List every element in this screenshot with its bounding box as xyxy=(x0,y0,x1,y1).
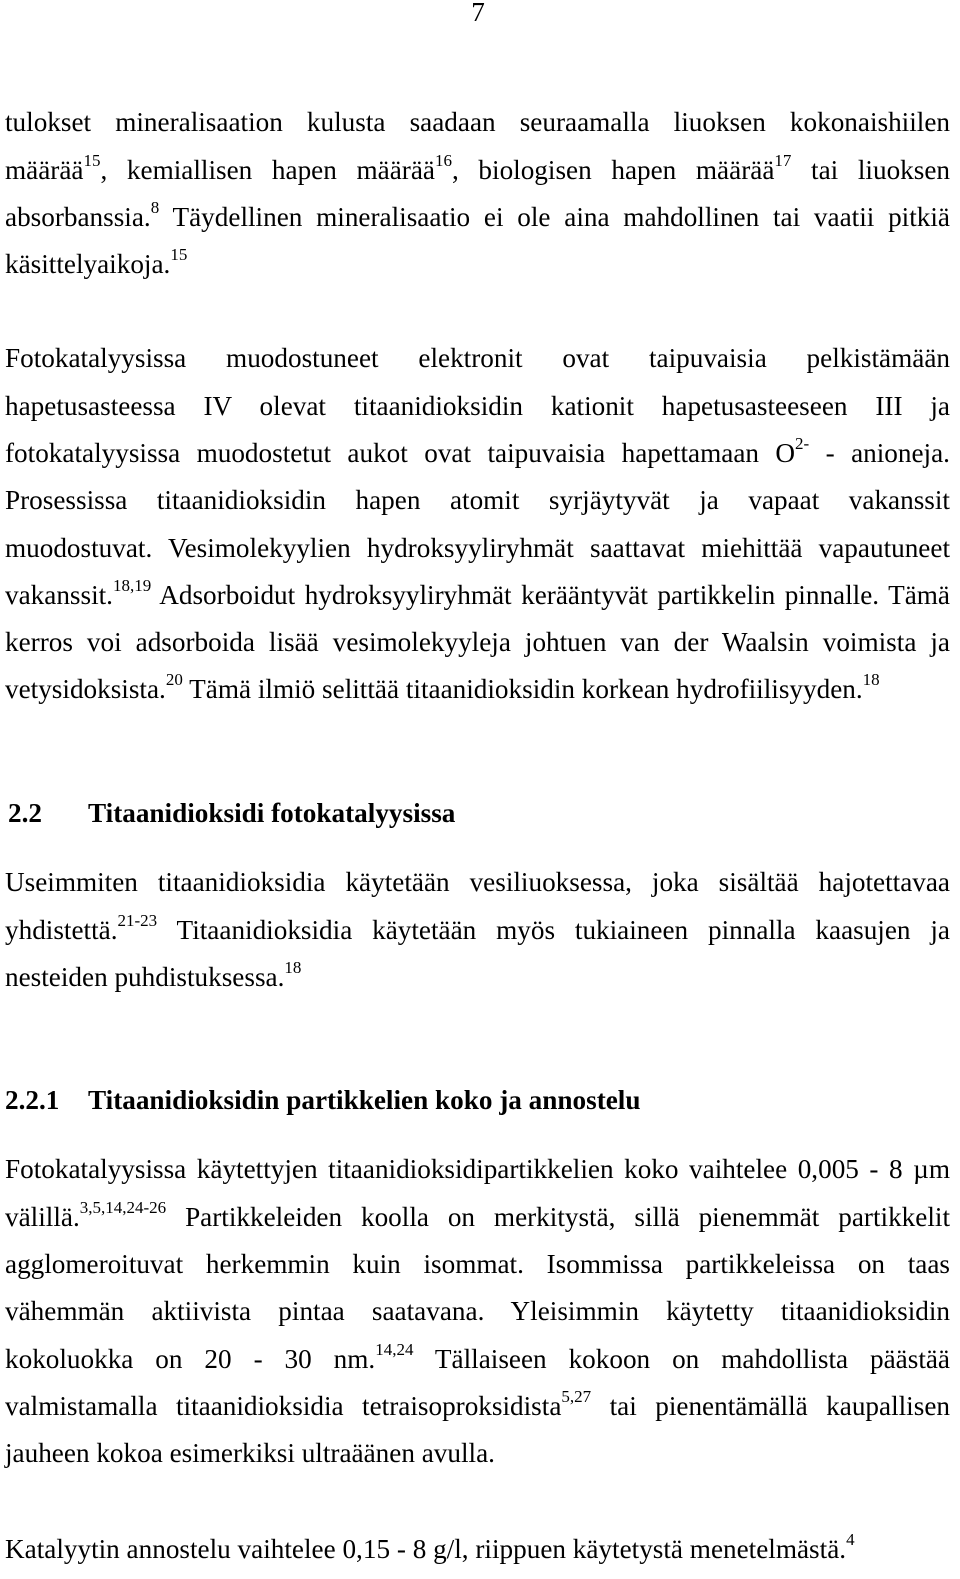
citation-superscript: 3,5,14,24-26 xyxy=(79,1197,167,1217)
text-run: tulokset mineralisaation kulusta saadaan seuraamalla liuoksen kokonaishiilen xyxy=(5,107,950,138)
section-number: 2.2 xyxy=(8,798,42,829)
citation-superscript: 4 xyxy=(846,1530,855,1550)
text-run: yhdistettä. xyxy=(5,914,118,945)
text-line xyxy=(5,1194,950,1241)
text-run: Prosessissa titaanidioksidin hapen atomit syrjäytyvät ja vapaat vakanssit xyxy=(5,485,950,516)
text-run: valmistamalla titaanidioksidia tetraisoproksidista xyxy=(5,1390,562,1421)
paragraph xyxy=(5,335,950,713)
citation-superscript: 17 xyxy=(774,150,792,170)
text-run: tai pienentämällä kaupallisen xyxy=(591,1390,950,1421)
citation-superscript: 20 xyxy=(165,670,183,690)
page-number: 7 xyxy=(471,0,485,27)
text-run: fotokatalyysissa muodostetut aukot ovat taipuvaisia hapettamaan O xyxy=(5,437,796,468)
text-run: , kemiallisen hapen määrää xyxy=(100,154,435,185)
text-run: - anioneja. xyxy=(809,437,950,468)
text-run: vakanssit. xyxy=(5,579,113,610)
text-run: Partikkeleiden koolla on merkitystä, sillä pienemmät partikkelit xyxy=(166,1201,950,1232)
text-run: Adsorboidut hydroksyyliryhmät kerääntyvät partikkelin pinnalle. Tämä xyxy=(151,579,950,610)
text-run: Täydellinen mineralisaatio ei ole aina mahdollinen tai vaatii pitkiä xyxy=(159,201,950,232)
citation-superscript: 5,27 xyxy=(561,1386,592,1406)
text-line xyxy=(5,1146,950,1193)
section-heading xyxy=(0,790,956,837)
text-line xyxy=(5,147,950,194)
paragraph xyxy=(5,859,950,1001)
citation-superscript: 16 xyxy=(434,150,452,170)
citation-superscript: 14,24 xyxy=(375,1339,414,1359)
text-line xyxy=(5,572,950,619)
text-line xyxy=(5,859,950,906)
text-line xyxy=(5,1526,950,1573)
text-line xyxy=(5,666,950,713)
text-run: jauheen kokoa esimerkiksi ultraäänen avulla. xyxy=(5,1438,495,1469)
citation-superscript: 8 xyxy=(150,197,160,217)
text-run: Tämä ilmiö selittää titaanidioksidin korkean hydrofiilisyyden. xyxy=(182,674,863,705)
text-line xyxy=(5,99,950,146)
text-run: Fotokatalyysissa käytettyjen titaanidioksidipartikkelien koko vaihtelee 0,005 - 8 µm xyxy=(5,1154,950,1185)
text-line xyxy=(5,907,950,954)
text-run: Katalyytin annostelu vaihtelee 0,15 - 8 g/l, riippuen käytetystä menetelmästä. xyxy=(5,1534,847,1565)
citation-superscript: 15 xyxy=(170,245,188,265)
text-run: Titaanidioksidia käytetään myös tukiaineen pinnalla kaasujen ja xyxy=(157,914,950,945)
citation-superscript: 18 xyxy=(862,670,880,690)
text-line xyxy=(5,1430,950,1477)
text-run: vähemmän aktiivista pintaa saatavana. Yleisimmin käytetty titaanidioksidin xyxy=(5,1296,950,1327)
ion-charge-superscript: 2- xyxy=(795,433,810,453)
citation-superscript: 21-23 xyxy=(117,910,158,930)
text-line xyxy=(5,241,950,288)
text-run: absorbanssia. xyxy=(5,201,151,232)
subsection-heading xyxy=(0,1077,956,1124)
text-line xyxy=(5,1336,950,1383)
text-line xyxy=(5,477,950,524)
text-line xyxy=(5,335,950,382)
citation-superscript: 18,19 xyxy=(112,575,152,595)
text-run: , biologisen hapen määrää xyxy=(451,154,775,185)
text-run: välillä. xyxy=(5,1201,80,1232)
text-line xyxy=(5,1383,950,1430)
text-line xyxy=(5,383,950,430)
section-number: 2.2.1 xyxy=(5,1085,60,1116)
text-run: Tällaiseen kokoon on mahdollista päästää xyxy=(413,1343,951,1374)
text-run: käsittelyaikoja. xyxy=(5,249,171,280)
text-run: nesteiden puhdistuksessa. xyxy=(5,961,285,992)
text-line xyxy=(5,1288,950,1335)
section-title: Titaanidioksidin partikkelien koko ja annostelu xyxy=(88,1085,641,1116)
text-run: Useimmiten titaanidioksidia käytetään vesiliuoksessa, joka sisältää hajotettavaa xyxy=(5,867,950,898)
text-run: kokoluokka on 20 - 30 nm. xyxy=(5,1343,376,1374)
section-title: Titaanidioksidi fotokatalyysissa xyxy=(88,798,456,829)
paragraph xyxy=(5,99,950,288)
text-run: muodostuvat. Vesimolekyylien hydroksyyliryhmät saattavat miehittää vapautuneet xyxy=(5,532,950,563)
text-run: Fotokatalyysissa muodostuneet elektronit ovat taipuvaisia pelkistämään xyxy=(5,343,950,374)
text-line xyxy=(5,954,950,1001)
text-line xyxy=(5,430,950,477)
text-run: vetysidoksista. xyxy=(5,674,166,705)
citation-superscript: 18 xyxy=(284,957,302,977)
citation-superscript: 15 xyxy=(83,150,101,170)
text-line xyxy=(5,525,950,572)
text-run: hapetusasteessa IV olevat titaanidioksidin kationit hapetusasteeseen III ja xyxy=(5,390,950,421)
text-line xyxy=(5,1241,950,1288)
text-line xyxy=(5,194,950,241)
paragraph xyxy=(5,1146,950,1477)
text-run: määrää xyxy=(5,154,84,185)
text-line xyxy=(5,619,950,666)
paragraph xyxy=(5,1526,950,1573)
text-run: tai liuoksen xyxy=(791,154,950,185)
text-run: agglomeroituvat herkemmin kuin isommat. Isommissa partikkeleissa on taas xyxy=(5,1248,950,1279)
text-run: kerros voi adsorboida lisää vesimolekyyleja johtuen van der Waalsin voimista ja xyxy=(5,627,950,658)
